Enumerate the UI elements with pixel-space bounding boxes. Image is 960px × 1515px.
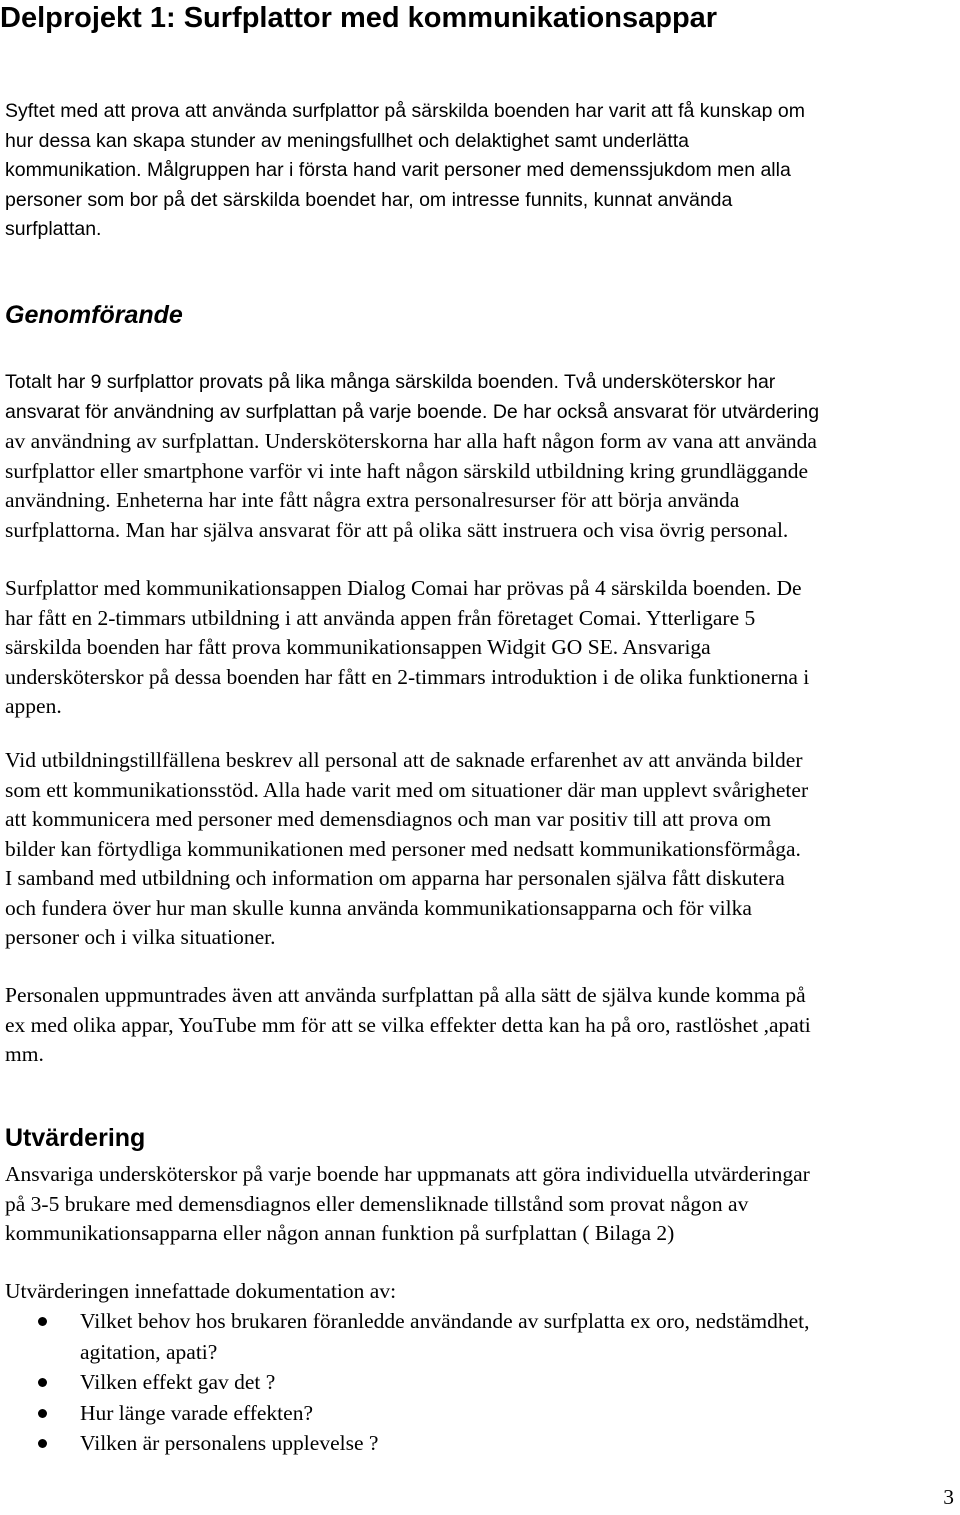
list-item bbox=[0, 1367, 809, 1398]
text-line: personer och i vilka situationer. bbox=[5, 925, 276, 949]
text-line: hur dessa kan skapa stunder av meningsfullhet och delaktighet samt underlätta bbox=[5, 129, 689, 152]
text-line: Syftet med att prova att använda surfplattor på särskilda boenden har varit att få kunskap om bbox=[5, 100, 805, 122]
text-line: Utvärderingen innefattade dokumentation av: bbox=[5, 1279, 397, 1303]
bullet-icon bbox=[38, 1409, 47, 1418]
evaluation-bullet-list bbox=[0, 1306, 809, 1459]
text-line: av användning av surfplattan. Undersköterskorna har alla haft någon form av vana att använda bbox=[5, 429, 817, 453]
section-heading-genomforande: Genomförande bbox=[5, 301, 183, 329]
text-line: Hur länge varade effekten? bbox=[80, 1400, 313, 1425]
text-line: att kommunicera med personer med demensdiagnos och man var positiv till att prova om bbox=[5, 807, 772, 831]
text-line: agitation, apati? bbox=[80, 1339, 218, 1364]
text-line: Personalen uppmuntrades även att använda surfplattan på alla sätt de själva kunde komma på bbox=[5, 983, 806, 1007]
text-line: som ett kommunikationsstöd. Alla hade varit med om situationer där man upplevt svårigheter bbox=[5, 777, 809, 802]
bullet-icon bbox=[38, 1378, 47, 1387]
genomforande-paragraph-2 bbox=[5, 574, 809, 722]
text-line: kommunikationsapparna eller någon annan funktion på surfplattan ( Bilaga 2) bbox=[5, 1221, 675, 1245]
genomforande-paragraph-1 bbox=[5, 368, 819, 545]
text-line: appen. bbox=[5, 694, 62, 718]
text-line: surfplattorna. Man har själva ansvarat för att på olika sätt instruera och visa övrig personal. bbox=[5, 517, 789, 542]
utvardering-paragraph-1 bbox=[5, 1160, 810, 1249]
page-number: 3 bbox=[943, 1485, 954, 1509]
text-line: I samband med utbildning och information om apparna har personalen själva fått diskutera bbox=[5, 866, 785, 890]
text-line: Vilket behov hos brukaren föranledde användande av surfplatta ex oro, nedstämdhet, bbox=[80, 1309, 810, 1333]
text-line: användning. Enheterna har inte fått några extra personalresurser för att börja använda bbox=[5, 488, 740, 512]
text-line: Ansvariga undersköterskor på varje boende har uppmanats att göra individuella utvärderingar bbox=[5, 1162, 810, 1186]
text-line: Vid utbildningstillfällena beskrev all personal att de saknade erfarenhet av att använda bilder bbox=[5, 748, 803, 772]
text-line: Vilken är personalens upplevelse ? bbox=[80, 1431, 379, 1455]
text-line: mm. bbox=[5, 1042, 44, 1066]
bullet-icon bbox=[38, 1439, 47, 1448]
genomforande-paragraph-3 bbox=[5, 746, 808, 953]
text-line: särskilda boenden har fått prova kommunikationsappen Widgit GO SE. Ansvariga bbox=[5, 635, 711, 659]
text-line: på 3-5 brukare med demensdiagnos eller demensliknade tillstånd som provat någon av bbox=[5, 1191, 749, 1216]
text-line: undersköterskor på dessa boenden har fått en 2-timmars introduktion i de olika funktionerna i bbox=[5, 664, 810, 689]
text-line: Surfplattor med kommunikationsappen Dialog Comai har prövas på 4 särskilda boenden. De bbox=[5, 576, 802, 600]
text-line: bilder kan förtydliga kommunikationen med personer med nedsatt kommunikationsförmåga. bbox=[5, 836, 801, 861]
text-line: surfplattor eller smartphone varför vi inte haft någon särskild utbildning kring grundläggande bbox=[5, 458, 809, 483]
document-title: Delprojekt 1: Surfplattor med kommunikationsappar bbox=[0, 2, 718, 34]
text-line: ansvarat för användning av surfplattan på varje boende. De har också ansvarat för utvärdering bbox=[5, 400, 820, 423]
list-item bbox=[0, 1428, 809, 1459]
text-line: ex med olika appar, YouTube mm för att se vilka effekter detta kan ha på oro, rastlöshet ,apati bbox=[5, 1012, 811, 1037]
list-intro bbox=[5, 1277, 396, 1307]
text-line: kommunikation. Målgruppen har i första hand varit personer med demenssjukdom men alla bbox=[5, 159, 791, 181]
list-item bbox=[0, 1398, 809, 1429]
text-line: har fått en 2-timmars utbildning i att använda appen från företaget Comai. Ytterligare 5 bbox=[5, 605, 756, 630]
section-heading-utvardering: Utvärdering bbox=[5, 1124, 146, 1152]
text-line: surfplattan. bbox=[5, 218, 102, 240]
text-line: personer som bor på det särskilda boendet har, om intresse funnits, kunnat använda bbox=[5, 188, 733, 211]
intro-paragraph bbox=[5, 97, 805, 245]
bullet-icon bbox=[38, 1317, 47, 1326]
text-line: och fundera över hur man skulle kunna använda kommunikationsapparna och för vilka bbox=[5, 895, 752, 920]
genomforande-paragraph-4 bbox=[5, 981, 811, 1070]
list-item bbox=[0, 1306, 809, 1367]
text-line: Vilken effekt gav det ? bbox=[80, 1370, 276, 1394]
text-line: Totalt har 9 surfplattor provats på lika många särskilda boenden. Två undersköterskor har bbox=[5, 371, 776, 393]
